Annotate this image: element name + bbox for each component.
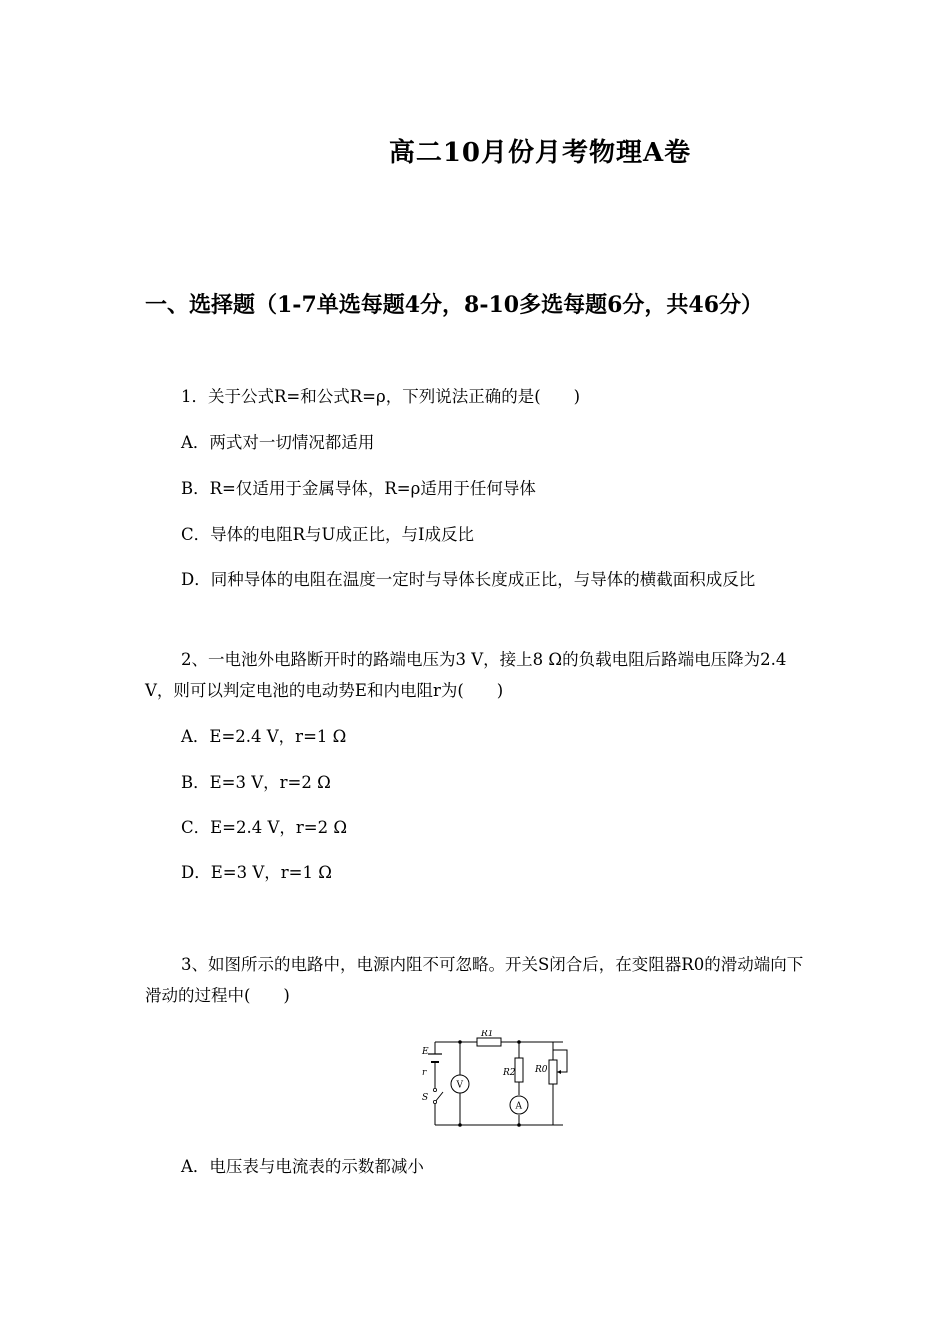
question-1-option-b: B．R=仅适用于金属导体，R=ρ适用于任何导体 [181, 479, 536, 498]
circuit-diagram [415, 1030, 585, 1133]
question-3-stem: 3、如图所示的电路中，电源内阻不可忽略。开关S闭合后，在变阻器R0的滑动端向下滑动的过程中( ) [145, 955, 804, 1005]
question-1-option-d: D．同种导体的电阻在温度一定时与导体长度成正比，与导体的横截面积成反比 [181, 570, 756, 589]
label-internal-resistance: r [422, 1068, 427, 1078]
label-voltmeter: V [456, 1080, 463, 1091]
resistor-r2 [515, 1058, 523, 1082]
question-1-option-a: A．两式对一切情况都适用 [181, 433, 375, 452]
label-r0: R0 [535, 1065, 548, 1075]
question-1-stem: 1．关于公式R=和公式R=ρ，下列说法正确的是( ) [181, 387, 581, 406]
question-2-option-c: C．E=2.4 V，r=2 Ω [181, 818, 348, 837]
question-1-option-c: C．导体的电阻R与U成正比，与I成反比 [181, 525, 474, 544]
question-2-stem: 2、一电池外电路断开时的路端电压为3 V，接上8 Ω的负载电阻后路端电压降为2.4 V，则可以判定电池的电动势E和内电阻r为( ) [145, 650, 787, 700]
question-2-option-d: D．E=3 V，r=1 Ω [181, 863, 332, 882]
label-emf: E [422, 1047, 429, 1057]
junction-dot [458, 1123, 462, 1127]
page-title: 高二10月份月考物理A卷 [388, 138, 692, 168]
junction-dot [458, 1040, 462, 1044]
junction-dot [517, 1123, 521, 1127]
switch-contact-bottom [433, 1100, 436, 1103]
question-3-option-a: A．电压表与电流表的示数都减小 [181, 1157, 424, 1176]
label-r2: R2 [503, 1068, 516, 1078]
switch-contact-top [433, 1088, 436, 1091]
rheostat-slider-arrow [557, 1070, 561, 1074]
resistor-r0 [549, 1060, 557, 1084]
question-2-option-b: B．E=3 V，r=2 Ω [181, 773, 331, 792]
section-heading: 一、选择题（1-7单选每题4分，8-10多选每题6分，共46分） [145, 292, 764, 318]
resistor-r1 [477, 1038, 501, 1046]
label-r1: R1 [481, 1030, 494, 1039]
junction-dot [517, 1040, 521, 1044]
label-switch: S [422, 1093, 429, 1103]
question-2-option-a: A．E=2.4 V，r=1 Ω [181, 727, 347, 746]
label-ammeter: A [515, 1101, 522, 1112]
